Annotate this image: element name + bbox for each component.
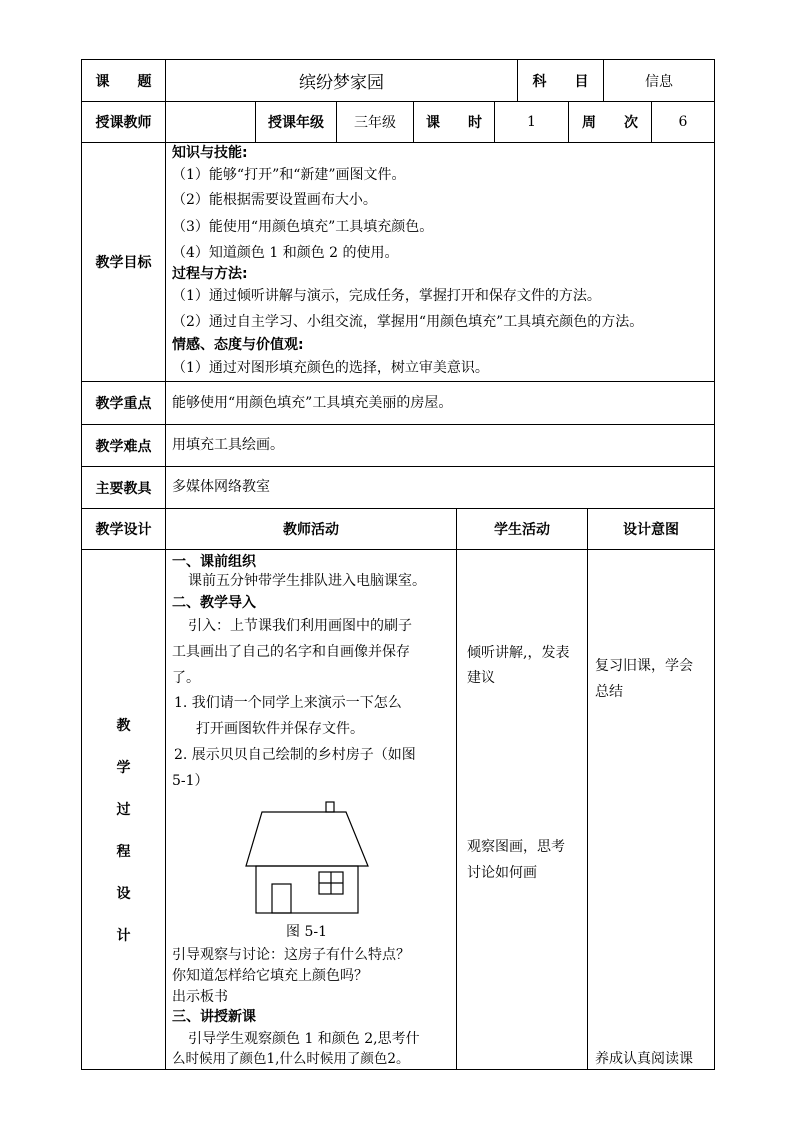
table-line xyxy=(81,424,715,425)
student-activity: 观察图画，思考 xyxy=(467,839,565,855)
tools-label: 主要教具 xyxy=(95,480,152,497)
goals-item: （1）通过倾听讲解与演示，完成任务，掌握打开和保存文件的方法。 xyxy=(172,288,601,304)
design-intent: 复习旧课，学会 xyxy=(595,658,693,674)
table-line xyxy=(81,1069,715,1070)
section-text: 你知道怎样给它填充上颜色吗？ xyxy=(172,968,368,984)
grade-label: 授课年级 xyxy=(268,115,324,131)
subject-value: 信息 xyxy=(645,73,673,90)
topic-label: 课 题 xyxy=(95,73,152,90)
tools-value: 多媒体网络教室 xyxy=(172,479,270,495)
process-label-char: 教 xyxy=(116,718,131,734)
table-line xyxy=(81,549,715,550)
table-line xyxy=(81,466,715,467)
student-activity: 讨论如何画 xyxy=(467,865,537,881)
difficulty-value: 用填充工具绘画。 xyxy=(172,437,284,453)
process-label-char: 过 xyxy=(116,802,131,818)
goals-item: （2）通过自主学习、小组交流，掌握用“用颜色填充”工具填充颜色的方法。 xyxy=(172,314,644,330)
design-intent: 总结 xyxy=(595,684,623,700)
section-text: 5-1） xyxy=(172,773,209,789)
process-label-char: 程 xyxy=(116,844,131,860)
week-value: 6 xyxy=(678,114,688,130)
difficulty-label: 教学难点 xyxy=(95,438,152,455)
goals-label: 教学目标 xyxy=(95,255,152,271)
teacher-value xyxy=(166,102,255,142)
process-label-char: 计 xyxy=(116,928,131,944)
student-activity: 建议 xyxy=(467,670,495,686)
section-text: 引导观察与讨论：这房子有什么特点？ xyxy=(172,947,410,963)
goals-item: （2）能根据需要设置画布大小。 xyxy=(172,192,377,208)
table-line xyxy=(714,59,715,1070)
goals-item: （3）能使用“用颜色填充”工具填充颜色。 xyxy=(172,219,434,235)
section-text: 引入：上节课我们利用画图中的刷子 xyxy=(188,618,412,634)
section-text: 1. 我们请一个同学上来演示一下怎么 xyxy=(174,695,402,711)
goals-item: （4）知道颜色 1 和颜色 2 的使用。 xyxy=(172,245,399,261)
section-title: 二、教学导入 xyxy=(172,595,256,611)
section-text: 课前五分钟带学生排队进入电脑课室。 xyxy=(188,573,426,589)
design-intent: 养成认真阅读课 xyxy=(595,1051,693,1067)
table-line xyxy=(81,142,715,143)
goals-heading-knowledge: 知识与技能: xyxy=(172,145,248,161)
student-activity: 倾听讲解,，发表 xyxy=(467,645,570,661)
goals-heading-attitude: 情感、态度与价值观: xyxy=(172,337,304,353)
design-header-teacher: 教师活动 xyxy=(283,522,339,538)
design-header-label: 教学设计 xyxy=(95,522,152,538)
table-line xyxy=(165,59,166,1070)
section-text: 2. 展示贝贝自己绘制的乡村房子（如图 xyxy=(174,747,416,763)
teacher-label: 授课教师 xyxy=(95,115,152,131)
key-point-value: 能够使用“用颜色填充”工具填充美丽的房屋。 xyxy=(172,395,453,411)
goals-item: （1）能够“打开”和“新建”画图文件。 xyxy=(172,167,406,183)
section-text: 工具画出了自己的名字和自画像并保存 xyxy=(172,644,410,660)
process-label-char: 设 xyxy=(116,886,131,902)
subject-label: 科 目 xyxy=(532,73,589,90)
house-roof xyxy=(246,812,368,866)
goals-heading-process: 过程与方法: xyxy=(172,266,248,282)
section-text: 了。 xyxy=(172,670,200,686)
house-chimney xyxy=(326,802,334,812)
table-line xyxy=(587,508,588,1070)
goals-item: （1）通过对图形填充颜色的选择，树立审美意识。 xyxy=(172,360,489,376)
period-label: 课 时 xyxy=(426,115,482,131)
section-title: 三、讲授新课 xyxy=(172,1009,256,1025)
key-point-label: 教学重点 xyxy=(95,396,152,412)
table-line xyxy=(456,508,457,1070)
table-line xyxy=(81,381,715,382)
topic-value: 缤纷梦家园 xyxy=(299,73,384,93)
section-text: 引导学生观察颜色 1 和颜色 2,思考什 xyxy=(188,1031,420,1047)
section-title: 一、课前组织 xyxy=(172,554,256,570)
process-label-char: 学 xyxy=(116,760,131,776)
grade-value: 三年级 xyxy=(354,115,396,131)
house-figure xyxy=(240,798,375,918)
week-label: 周 次 xyxy=(582,115,638,131)
design-header-intent: 设计意图 xyxy=(623,522,679,538)
section-text: 出示板书 xyxy=(172,989,228,1005)
figure-caption: 图 5-1 xyxy=(286,924,327,940)
section-text: 么时候用了颜色1,什么时候用了颜色2。 xyxy=(172,1051,410,1067)
house-door xyxy=(272,884,291,913)
period-value: 1 xyxy=(527,114,536,130)
design-header-student: 学生活动 xyxy=(494,522,550,538)
section-text: 打开画图软件并保存文件。 xyxy=(196,721,364,737)
